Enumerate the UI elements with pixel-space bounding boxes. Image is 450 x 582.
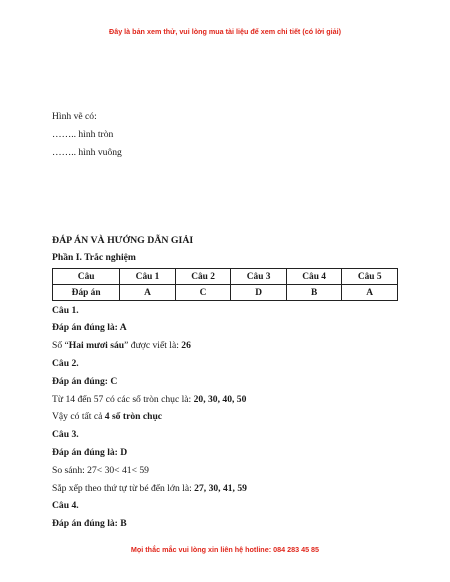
q3-answer: Đáp án đúng là: D xyxy=(52,447,128,458)
q1-explanation: Số “Hai mươi sáu” được viết là: 26 xyxy=(52,340,191,351)
hotline-banner: Mọi thắc mắc vui lòng xin liên hệ hotline: 084 283 45 85 xyxy=(130,545,320,554)
q2-explanation-1: Từ 14 đến 57 có các số tròn chục là: 20, 30, 40, 50 xyxy=(52,394,247,405)
preview-banner: Đây là bản xem thử, vui lòng mua tài liệu để xem chi tiết (có lời giải) xyxy=(109,27,341,36)
q3-explanation-1: So sánh: 27< 30< 41< 59 xyxy=(52,465,149,476)
q1-title: Câu 1. xyxy=(52,305,79,316)
figure-line-circles: …….. hình tròn xyxy=(52,129,114,140)
q2-title: Câu 2. xyxy=(52,358,79,369)
q2-explanation-2: Vậy có tất cả 4 số tròn chục xyxy=(52,411,163,422)
answer-table-row-label: Đáp án xyxy=(53,285,120,301)
q1-answer: Đáp án đúng là: A xyxy=(52,322,127,333)
q2-answer: Đáp án đúng: C xyxy=(52,376,118,387)
answer-table-col-5: Câu 5 xyxy=(342,269,398,285)
answer-table-answer-row xyxy=(53,285,398,301)
answers-heading: ĐÁP ÁN VÀ HƯỚNG DẪN GIẢI xyxy=(52,235,194,246)
q4-answer: Đáp án đúng là: B xyxy=(52,518,127,529)
q3-title: Câu 3. xyxy=(52,429,79,440)
answer-table xyxy=(52,268,398,301)
answer-table-col-1: Câu 1 xyxy=(120,269,176,285)
answer-table-header-row xyxy=(53,269,398,285)
section-title: Phần I. Trắc nghiệm xyxy=(52,252,136,263)
answer-table-col-2: Câu 2 xyxy=(175,269,231,285)
answer-table-value-5: A xyxy=(342,285,398,301)
answer-table-value-2: C xyxy=(175,285,231,301)
q4-title: Câu 4. xyxy=(52,500,79,511)
answer-table-col-4: Câu 4 xyxy=(286,269,342,285)
answer-table-header-label: Câu xyxy=(53,269,120,285)
figure-intro: Hình vẽ có: xyxy=(52,111,97,122)
q3-explanation-2: Sắp xếp theo thứ tự từ bé đến lớn là: 27, 30, 41, 59 xyxy=(52,483,247,494)
answer-table-value-1: A xyxy=(120,285,176,301)
answer-table-value-3: D xyxy=(231,285,287,301)
answer-table-col-3: Câu 3 xyxy=(231,269,287,285)
answer-table-value-4: B xyxy=(286,285,342,301)
figure-line-squares: …….. hình vuông xyxy=(52,147,122,158)
